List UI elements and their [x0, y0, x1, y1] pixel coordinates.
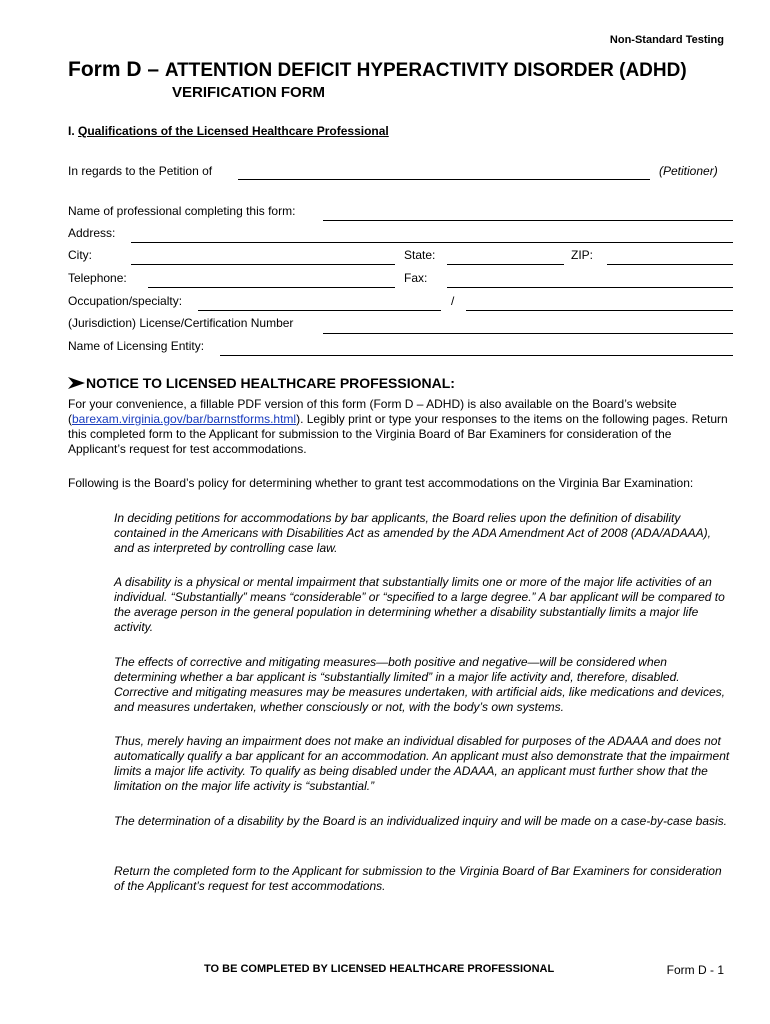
occupation-label: Occupation/specialty: [68, 294, 183, 308]
address-input[interactable] [131, 242, 733, 243]
arrowhead-icon [68, 377, 85, 389]
title-main-text: ATTENTION DEFICIT HYPERACTIVITY DISORDER (ADHD) [164, 60, 687, 81]
fax-label: Fax: [404, 271, 428, 285]
occupation-separator: / [451, 294, 455, 308]
fax-input[interactable] [447, 287, 733, 288]
address-label: Address: [68, 226, 116, 240]
license-input[interactable] [323, 333, 733, 334]
website-link[interactable]: barexam.virginia.gov/bar/barnstforms.html [72, 412, 297, 426]
policy-paragraph: A disability is a physical or mental impairment that substantially limits one or more of the major life activities of an individual. “Substantially” means “considerable” or “specified to a large degree.” A bar applicant will be compared to the average person in the general population in determining whether a disability substantially limits a major life activity. [114, 575, 725, 634]
notice-heading [68, 375, 455, 391]
header-label: Non-Standard Testing [609, 34, 724, 46]
notice-text-2: ). Legibly print or type your responses to the items on the following pages. Return this completed form to the Applicant for submission to the Virginia Board of Bar Examiners for consideration of the Applicant’s request for test accommodations. [68, 412, 728, 456]
notice-text-1: For your convenience, a fillable PDF version of this form (Form D – ADHD) is also available on the Board’s website ( [68, 397, 677, 426]
licensing-entity-input[interactable] [220, 355, 733, 356]
occupation-input[interactable] [198, 310, 441, 311]
name-input[interactable] [323, 220, 733, 221]
state-input[interactable] [447, 264, 564, 265]
policy-paragraph: Return the completed form to the Applicant for submission to the Virginia Board of Bar Examiners for consideration of the Applicant’s request for test accommodations. [114, 864, 722, 893]
city-input[interactable] [131, 264, 395, 265]
notice-body [68, 397, 728, 457]
policy-paragraph: The effects of corrective and mitigating measures—both positive and negative—will be considered when determining whether a bar applicant is “substantially limited” in a major life activity and, therefore, disabled. Corrective and mitigating measures may be measures undertaken, with artificial aids, like medications and devices, and measures undertaken, whether consciously or not, with the body’s own systems. [114, 655, 725, 714]
telephone-label: Telephone: [68, 271, 127, 285]
zip-input[interactable] [607, 264, 733, 265]
page-subtitle: VERIFICATION FORM [172, 84, 326, 101]
footer-note: TO BE COMPLETED BY LICENSED HEALTHCARE PROFESSIONAL [204, 963, 555, 975]
zip-label: ZIP: [571, 248, 594, 262]
section-number: I. [68, 124, 79, 138]
policy-intro: Following is the Board’s policy for determining whether to grant test accommodations on the Virginia Bar Examination: [68, 476, 694, 490]
licensing-entity-label: Name of Licensing Entity: [68, 339, 205, 353]
policy-paragraph: Thus, merely having an impairment does not make an individual disabled for purposes of the ADAAA and does not automatically qualify a bar applicant for an accommodation. An applicant must also demonstrate that the impairment limits a major life activity. To qualify as being disabled under the ADAAA, an applicant must further show that the limitation on the major life activity is “substantial.” [114, 734, 730, 793]
section-title: Qualifications of the Licensed Healthcare Professional [78, 124, 389, 138]
state-label: State: [404, 248, 436, 262]
section-heading [68, 124, 389, 138]
license-label: (Jurisdiction) License/Certification Number [68, 316, 294, 330]
specialty-input[interactable] [466, 310, 733, 311]
city-label: City: [68, 248, 92, 262]
name-label: Name of professional completing this form: [68, 204, 296, 218]
petition-label: In regards to the Petition of [68, 164, 213, 178]
page-title [68, 58, 687, 82]
notice-title-text: NOTICE TO LICENSED HEALTHCARE PROFESSIONAL: [86, 375, 455, 391]
title-prefix: Form D – [68, 58, 165, 81]
policy-paragraph: The determination of a disability by the Board is an individualized inquiry and will be made on a case-by-case basis. [114, 814, 728, 828]
policy-paragraph: In deciding petitions for accommodations by bar applicants, the Board relies upon the definition of disability contained in the Americans with Disabilities Act as amended by the ADA Amendment Act of 2008 (ADA/ADAAA), and as interpreted by controlling case law. [114, 511, 711, 555]
petitioner-suffix: (Petitioner) [659, 164, 718, 178]
page-number: Form D - 1 [666, 963, 724, 977]
telephone-input[interactable] [148, 287, 395, 288]
petition-input[interactable] [238, 179, 650, 180]
